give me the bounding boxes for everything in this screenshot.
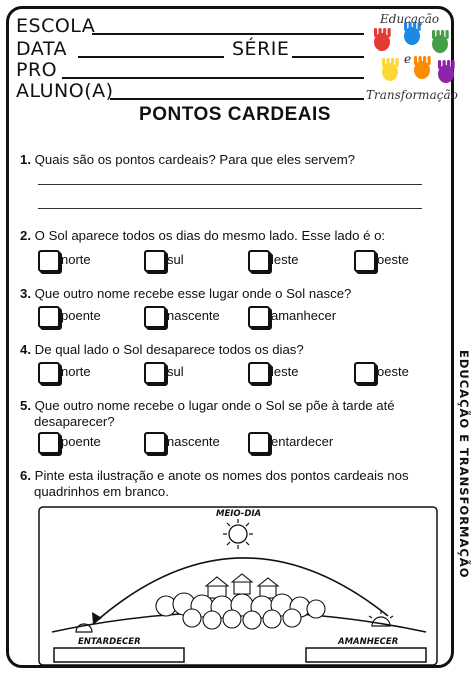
date-line[interactable]	[78, 56, 224, 58]
handprint-icon	[382, 58, 399, 81]
question-6: 6. Pinte esta ilustração e anote os nomes dos pontos cardeais nos quadrinhos em branco.	[20, 468, 409, 499]
school-label: ESCOLA	[16, 15, 96, 37]
checkbox[interactable]	[144, 432, 166, 454]
checkbox[interactable]	[248, 250, 270, 272]
logo-middle-text: e	[404, 52, 412, 66]
answer-box-west[interactable]	[54, 648, 184, 662]
sun-path-illustration	[38, 506, 438, 666]
grade-label: SÉRIE	[232, 38, 290, 60]
student-label: ALUNO(A)	[16, 80, 114, 102]
checkbox[interactable]	[38, 250, 60, 272]
side-text: EDUCAÇÃO E TRANSFORMAÇÃO	[457, 350, 471, 579]
teacher-line[interactable]	[62, 77, 364, 79]
checkbox[interactable]	[144, 306, 166, 328]
answer-line-2[interactable]	[38, 208, 422, 209]
date-label: DATA	[16, 38, 67, 60]
logo-top-text: Educação	[380, 12, 440, 26]
teacher-label: PRO	[16, 59, 58, 81]
page-title: PONTOS CARDEAIS	[139, 104, 331, 125]
student-line[interactable]	[110, 98, 364, 100]
answer-box-east[interactable]	[306, 648, 426, 662]
checkbox[interactable]	[354, 250, 376, 272]
sunrise-label: AMANHECER	[338, 637, 399, 647]
logo-bottom-text: Transformação	[366, 88, 458, 102]
checkbox[interactable]	[144, 250, 166, 272]
question-3: 3. Que outro nome recebe esse lugar onde o Sol nasce?	[20, 286, 352, 301]
noon-label: MEIO-DIA	[216, 509, 262, 519]
handprint-icon	[374, 28, 391, 51]
sunset-label: ENTARDECER	[78, 637, 141, 647]
question-1: 1. Quais são os pontos cardeais? Para que eles servem?	[20, 152, 356, 167]
checkbox[interactable]	[248, 362, 270, 384]
checkbox[interactable]	[38, 306, 60, 328]
checkbox[interactable]	[144, 362, 166, 384]
checkbox[interactable]	[38, 432, 60, 454]
question-4: 4. De qual lado o Sol desaparece todos os dias?	[20, 342, 304, 357]
checkbox[interactable]	[38, 362, 60, 384]
checkbox[interactable]	[248, 306, 270, 328]
grade-line[interactable]	[292, 56, 364, 58]
side-watermark	[458, 350, 472, 650]
checkbox[interactable]	[248, 432, 270, 454]
school-line[interactable]	[92, 33, 364, 35]
logo	[362, 8, 462, 102]
checkbox[interactable]	[354, 362, 376, 384]
handprint-icon	[432, 30, 449, 53]
handprint-icon	[438, 60, 455, 83]
question-2: 2. O Sol aparece todos os dias do mesmo lado. Esse lado é o:	[20, 228, 386, 243]
answer-line-1[interactable]	[38, 184, 422, 185]
question-5: 5. Que outro nome recebe o lugar onde o Sol se põe à tarde até desaparecer?	[20, 398, 395, 429]
handprint-icon	[414, 56, 431, 79]
